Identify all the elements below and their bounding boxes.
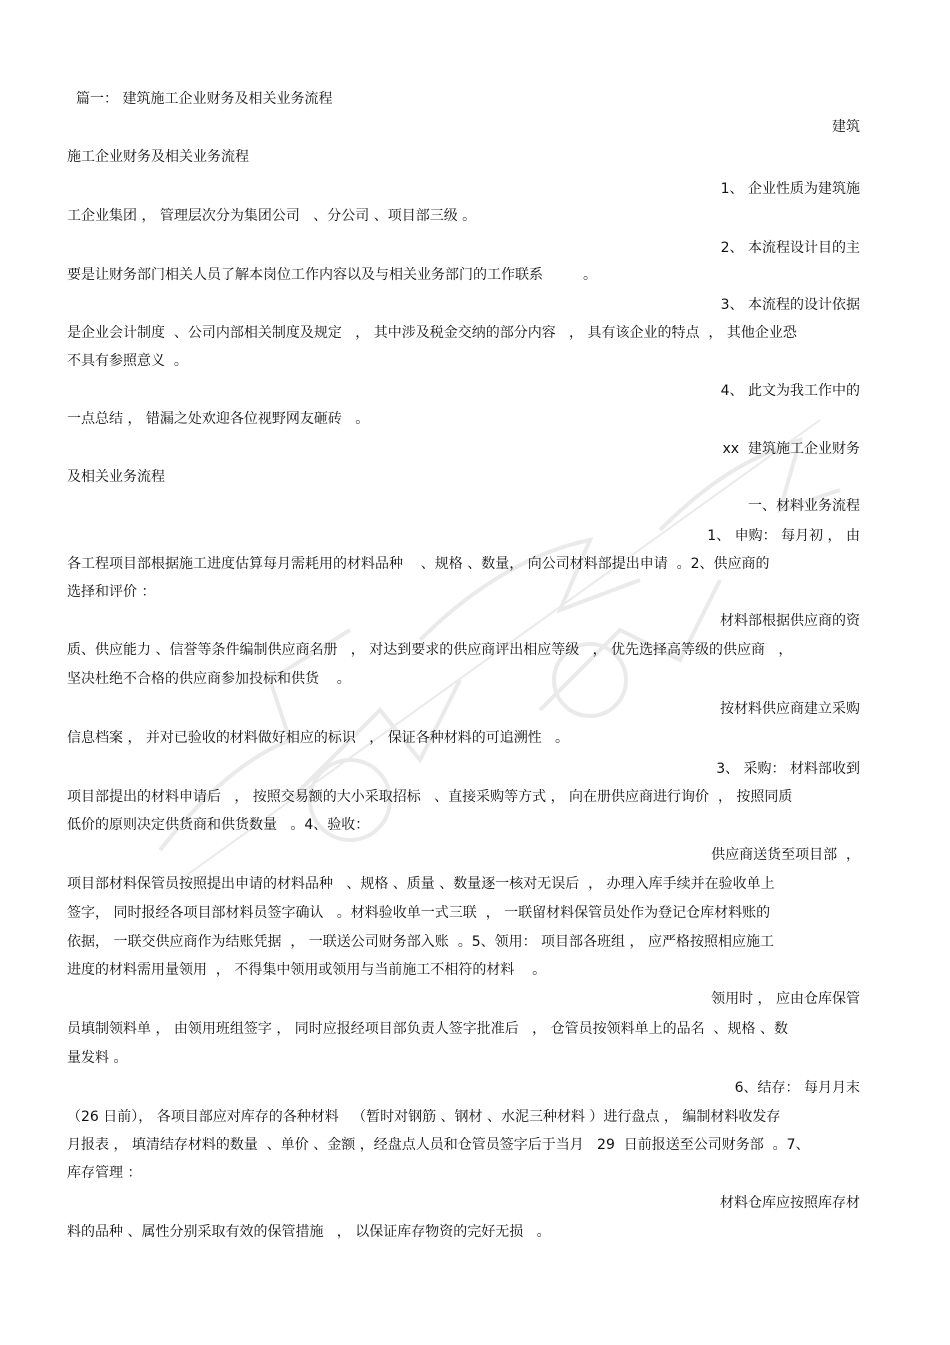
text-line: 工企业集团 ， 管理层次分为集团公司 、分公司 、项目部三级 。 xyxy=(67,208,477,224)
text-line: xx 建筑施工企业财务 xyxy=(722,441,860,457)
text-line: 按材料供应商建立采购 xyxy=(720,701,860,717)
text-line: 依据， 一联交供应商作为结账凭据 ， 一联送公司财务部入账 。5、领用： 项目部各班组 ， 应严格按照相应施工 xyxy=(67,934,774,950)
text-line: 坚决杜绝不合格的供应商参加投标和供货 。 xyxy=(67,671,351,687)
text-line: 质、供应能力 、信誉等条件编制供应商名册 ， 对达到要求的供应商评出相应等级 ， 优先选择高等级的供应商 ， xyxy=(67,642,793,658)
text-line: 信息档案 ， 并对已验收的材料做好相应的标识 ， 保证各种材料的可追溯性 。 xyxy=(67,730,570,746)
text-line: 3、 本流程的设计依据 xyxy=(720,297,860,313)
text-line: 各工程项目部根据施工进度估算每月需耗用的材料品种 、规格 、数量， 向公司材料部提出申请 。2、供应商的 xyxy=(67,556,770,572)
text-line: 选择和评价 ： xyxy=(67,584,156,600)
text-line: （26 日前）， 各项目部应对库存的各种材料 （暂时对钢筋 、钢材 、水泥三种材料 ）进行盘点 ， 编制材料收发存 xyxy=(67,1109,781,1125)
text-line: 低价的原则决定供货商和供货数量 。4、验收： xyxy=(67,817,370,833)
text-line: 2、 本流程设计目的主 xyxy=(720,240,860,256)
text-line: 领用时 ， 应由仓库保管 xyxy=(711,991,860,1007)
text-line: 一点总结 ， 错漏之处欢迎各位视野网友砸砖 。 xyxy=(67,411,370,427)
text-line: 量发料 。 xyxy=(67,1050,128,1066)
text-line: 项目部提出的材料申请后 ， 按照交易额的大小采取招标 、直接采购等方式 ， 向在册供应商进行询价 ， 按照同质 xyxy=(67,789,793,805)
text-line: 月报表 ， 填清结存材料的数量 、单价 、金额 ，经盘点人员和仓管员签字后于当月 29 日前报送至公司财务部 。7、 xyxy=(67,1137,810,1153)
text-line: 建筑 xyxy=(832,119,860,135)
text-line: 6、结存： 每月月末 xyxy=(734,1080,860,1096)
text-line: 施工企业财务及相关业务流程 xyxy=(67,149,249,165)
text-line: 进度的材料需用量领用 ， 不得集中领用或领用与当前施工不相符的材料 。 xyxy=(67,962,547,978)
text-line: 要是让财务部门相关人员了解本岗位工作内容以及与相关业务部门的工作联系 。 xyxy=(67,267,598,283)
text-line: 不具有参照意义 。 xyxy=(67,353,188,369)
text-line: 1、 企业性质为建筑施 xyxy=(720,181,860,197)
text-line: 员填制领料单 ， 由领用班组签字 ， 同时应报经项目部负责人签字批准后 ， 仓管员按领料单上的品名 、规格 、数 xyxy=(67,1021,788,1037)
text-line: 供应商送货至项目部 ， xyxy=(711,847,860,863)
text-line: 项目部材料保管员按照提出申请的材料品种 、规格 、质量 、数量逐一核对无误后 ， 办理入库手续并在验收单上 xyxy=(67,876,775,892)
text-line: 材料仓库应按照库存材 xyxy=(720,1195,860,1211)
text-line: 料的品种 、属性分别采取有效的保管措施 ， 以保证库存物资的完好无损 。 xyxy=(67,1224,551,1240)
text-line: 库存管理 ： xyxy=(67,1165,142,1181)
section-heading: 篇一： 建筑施工企业财务及相关业务流程 xyxy=(76,91,333,107)
text-line: 签字， 同时报经各项目部材料员签字确认 。材料验收单一式三联 ， 一联留材料保管员处作为登记仓库材料账的 xyxy=(67,905,771,921)
text-line: 材料部根据供应商的资 xyxy=(720,613,860,629)
text-line: 1、 申购： 每月初 ， 由 xyxy=(707,528,860,544)
text-line: 是企业会计制度 、公司内部相关制度及规定 ， 其中涉及税金交纳的部分内容 ， 具有该企业的特点 ， 其他企业恐 xyxy=(67,325,797,341)
text-line: 4、 此文为我工作中的 xyxy=(720,383,860,399)
text-line: 3、 采购： 材料部收到 xyxy=(716,761,860,777)
subsection-heading: 一、材料业务流程 xyxy=(748,498,860,514)
text-line: 及相关业务流程 xyxy=(67,469,165,485)
